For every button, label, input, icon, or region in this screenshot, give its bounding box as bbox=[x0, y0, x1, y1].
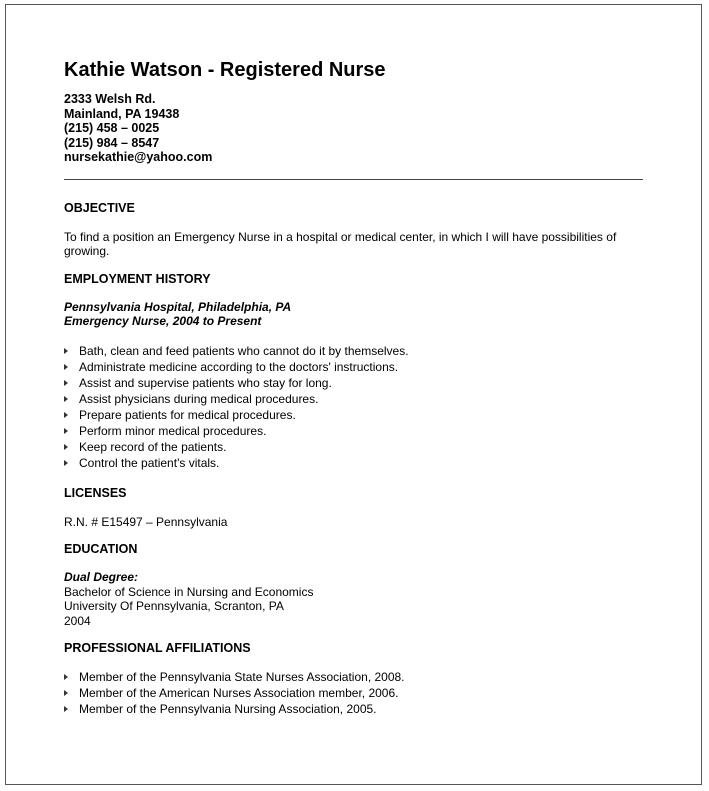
duty-text: Administrate medicine according to the doctors' instructions. bbox=[79, 359, 399, 374]
address-street: 2333 Welsh Rd. bbox=[64, 92, 156, 106]
resume-content bbox=[64, 57, 644, 717]
list-item bbox=[64, 359, 644, 375]
list-item bbox=[64, 375, 644, 391]
list-item bbox=[64, 391, 644, 407]
affiliation-text: Member of the Pennsylvania State Nurses Association, 2008. bbox=[79, 670, 405, 684]
duty-text: Control the patient's vitals. bbox=[79, 455, 220, 470]
bullet-arrow-icon bbox=[64, 460, 68, 466]
duty-text: Bath, clean and feed patients who cannot do it by themselves. bbox=[79, 343, 409, 358]
affiliation-text: Member of the American Nurses Association member, 2006. bbox=[79, 686, 399, 700]
resume-title: Kathie Watson - Registered Nurse bbox=[64, 59, 386, 81]
address-city: Mainland, PA 19438 bbox=[64, 106, 180, 121]
contact-block bbox=[64, 92, 644, 165]
list-item bbox=[64, 669, 644, 685]
duties-list bbox=[64, 343, 644, 471]
email-address: nursekathie@yahoo.com bbox=[64, 150, 213, 164]
list-item bbox=[64, 455, 644, 471]
duty-text: Prepare patients for medical procedures. bbox=[79, 407, 296, 422]
education-heading: EDUCATION bbox=[64, 542, 138, 556]
bullet-arrow-icon bbox=[64, 706, 68, 712]
bullet-arrow-icon bbox=[64, 380, 68, 386]
phone-secondary: (215) 984 – 8547 bbox=[64, 135, 160, 150]
bullet-arrow-icon bbox=[64, 428, 68, 434]
bullet-arrow-icon bbox=[64, 690, 68, 696]
list-item bbox=[64, 423, 644, 439]
school-name: University Of Pennsylvania, Scranton, PA bbox=[64, 599, 284, 613]
degree-type: Dual Degree: bbox=[64, 570, 139, 584]
phone-primary: (215) 458 – 0025 bbox=[64, 121, 160, 135]
affiliations-list bbox=[64, 669, 644, 717]
duty-text: Keep record of the patients. bbox=[79, 439, 227, 454]
bullet-arrow-icon bbox=[64, 674, 68, 680]
employment-heading: EMPLOYMENT HISTORY bbox=[64, 271, 211, 286]
list-item bbox=[64, 701, 644, 717]
degree-name: Bachelor of Science in Nursing and Economics bbox=[64, 584, 314, 599]
bullet-arrow-icon bbox=[64, 396, 68, 402]
bullet-arrow-icon bbox=[64, 412, 68, 418]
list-item bbox=[64, 685, 644, 701]
duty-text: Perform minor medical procedures. bbox=[79, 423, 267, 438]
list-item bbox=[64, 343, 644, 359]
objective-heading: OBJECTIVE bbox=[64, 200, 135, 215]
bullet-arrow-icon bbox=[64, 444, 68, 450]
affiliation-text: Member of the Pennsylvania Nursing Association, 2005. bbox=[79, 702, 377, 716]
objective-text: To find a position an Emergency Nurse in a hospital or medical center, in which I will have possibilities of growing. bbox=[64, 229, 617, 258]
duty-text: Assist and supervise patients who stay for long. bbox=[79, 375, 332, 390]
affiliations-heading: PROFESSIONAL AFFILIATIONS bbox=[64, 641, 251, 655]
employer-name: Pennsylvania Hospital, Philadelphia, PA bbox=[64, 299, 292, 314]
graduation-year: 2004 bbox=[64, 613, 91, 628]
license-text: R.N. # E15497 – Pennsylvania bbox=[64, 514, 228, 529]
bullet-arrow-icon bbox=[64, 348, 68, 354]
list-item bbox=[64, 439, 644, 455]
job-position: Emergency Nurse, 2004 to Present bbox=[64, 314, 262, 328]
licenses-heading: LICENSES bbox=[64, 485, 127, 500]
duty-text: Assist physicians during medical procedures. bbox=[79, 391, 319, 406]
bullet-arrow-icon bbox=[64, 364, 68, 370]
list-item bbox=[64, 407, 644, 423]
header-divider bbox=[64, 179, 643, 180]
